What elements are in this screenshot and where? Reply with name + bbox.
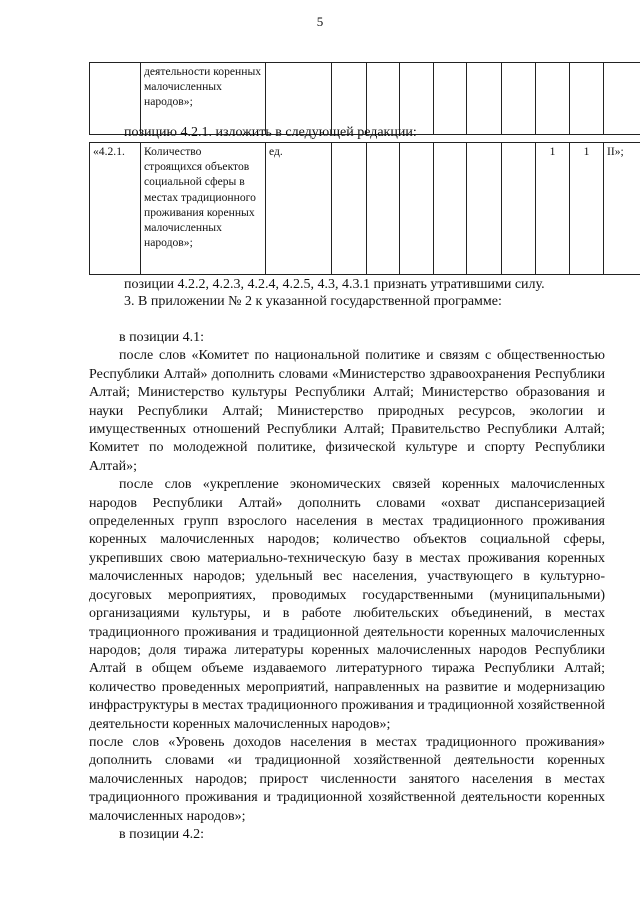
table-cell — [467, 63, 502, 135]
table-cell — [467, 143, 502, 275]
table-cell: II»; — [604, 143, 640, 275]
table-cell — [434, 143, 467, 275]
table-cell: 1 — [570, 143, 604, 275]
table-cell: деятельности коренных малочисленных народов»; — [141, 63, 266, 135]
paragraph: после слов «укрепление экономических связей коренных малочисленных народов Республики Алтай» дополнить словами «охват диспансеризацией определенных групп взрослого населения в местах традиционного проживания коренных малочисленных народов; количество объектов социальной сферы, укрепивших свою материально-техническую базу в местах проживания коренных малочисленных народов; удельный вес населения, участвующего в культурно-досуговых мероприятиях, проводимых государственными (муниципальными) организациями культуры, и в работе любительских объединений, в местах традиционного проживания и традиционной деятельности коренных малочисленных народов; доля тиража литературы коренных малочисленных народов Республики Алтай в общем объеме издаваемого литературного тиража Республики Алтай; количество проведенных мероприятий, направленных на развитие и модернизацию инфраструктуры в местах традиционного проживания и традиционной хозяйственной деятельности коренных малочисленных народов»; — [89, 477, 605, 732]
paragraph: после слов «Комитет по национальной политике и связям с общественностью Республики Алтай» дополнить словами «Министерство здравоохранения Республики Алтай; Министерство культуры Республики Алтай; Министерство образования и науки Республики Алтай; Министерство природных ресурсов, экологии и имущественных отношений Республики Алтай; Правительство Республики Алтай; Комитет по молодежной политике, физической культуре и спорту Республики Алтай»; — [89, 348, 605, 474]
table-cell — [536, 63, 570, 135]
table-cell — [604, 63, 640, 135]
table-cell — [570, 63, 604, 135]
paragraph: в позиции 4.1: — [119, 330, 204, 345]
table-cell — [332, 63, 367, 135]
table-cell — [434, 63, 467, 135]
table-cell — [502, 63, 536, 135]
table-cell: ед. — [266, 143, 332, 275]
page-number: 5 — [316, 14, 324, 29]
document-body — [89, 329, 605, 844]
table-cell — [266, 63, 332, 135]
table-cell — [332, 143, 367, 275]
table-cell — [400, 63, 434, 135]
table-cell — [367, 63, 400, 135]
table-cell — [502, 143, 536, 275]
table-cell: 1 — [536, 143, 570, 275]
instruction-line: 3. В приложении № 2 к указанной государственной программе: — [124, 294, 502, 309]
instruction-line: позицию 4.2.1. изложить в следующей редакции: — [124, 125, 417, 140]
table-row — [90, 143, 640, 275]
instruction-line: позиции 4.2.2, 4.2.3, 4.2.4, 4.2.5, 4.3, 4.3.1 признать утратившими силу. — [124, 277, 545, 292]
paragraph: после слов «Уровень доходов населения в местах традиционного проживания» дополнить словами «и традиционной хозяйственной деятельности коренных малочисленных народов; прирост численности занятого населения в местах традиционного проживания и традиционной хозяйственной деятельности коренных малочисленных народов»; — [89, 734, 605, 824]
table-cell: «4.2.1. — [90, 143, 141, 275]
table-cell: Количество строящихся объектов социальной сферы в местах традиционного проживания коренных малочисленных народов»; — [141, 143, 266, 275]
paragraph: в позиции 4.2: — [119, 826, 204, 842]
table-cell — [367, 143, 400, 275]
table-cell — [400, 143, 434, 275]
table-cell — [90, 63, 141, 135]
table-position-4-2-1 — [89, 142, 640, 275]
table-row — [90, 63, 640, 135]
